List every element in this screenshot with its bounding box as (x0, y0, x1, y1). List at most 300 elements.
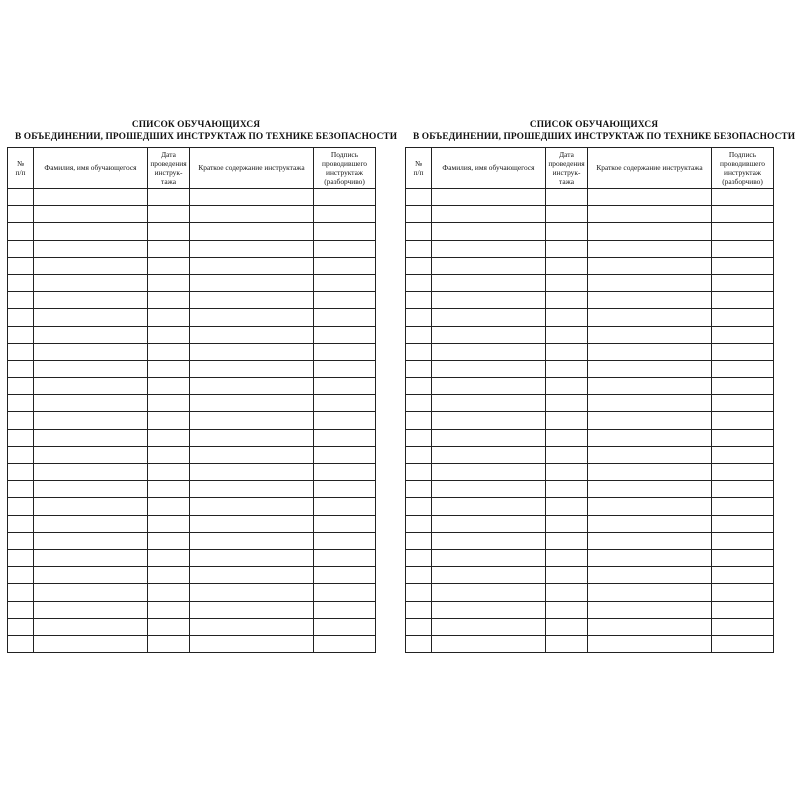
cell-name[interactable] (34, 343, 148, 360)
table-body (8, 189, 376, 653)
cell-signature[interactable] (712, 257, 774, 274)
cell-content[interactable] (190, 309, 314, 326)
instruction-table (405, 147, 774, 653)
cell-date[interactable] (148, 240, 190, 257)
cell-signature[interactable] (314, 429, 376, 446)
cell-date[interactable] (546, 240, 588, 257)
cell-name[interactable] (34, 429, 148, 446)
cell-date[interactable] (546, 446, 588, 463)
cell-content[interactable] (190, 446, 314, 463)
cell-number[interactable] (8, 549, 34, 566)
cell-date[interactable] (546, 635, 588, 652)
cell-name[interactable] (34, 549, 148, 566)
cell-number[interactable] (8, 274, 34, 291)
cell-signature[interactable] (314, 189, 376, 206)
cell-signature[interactable] (712, 206, 774, 223)
cell-signature[interactable] (314, 257, 376, 274)
cell-content[interactable] (190, 601, 314, 618)
cell-name[interactable] (432, 378, 546, 395)
cell-number[interactable] (406, 567, 432, 584)
cell-date[interactable] (546, 257, 588, 274)
cell-number[interactable] (8, 481, 34, 498)
cell-date[interactable] (546, 429, 588, 446)
cell-signature[interactable] (712, 532, 774, 549)
cell-number[interactable] (406, 412, 432, 429)
cell-number[interactable] (8, 378, 34, 395)
table-row (8, 206, 376, 223)
cell-signature[interactable] (712, 395, 774, 412)
cell-number[interactable] (406, 464, 432, 481)
cell-name[interactable] (432, 464, 546, 481)
cell-date[interactable] (148, 292, 190, 309)
cell-number[interactable] (8, 446, 34, 463)
cell-content[interactable] (190, 567, 314, 584)
cell-signature[interactable] (314, 584, 376, 601)
cell-date[interactable] (148, 412, 190, 429)
cell-name[interactable] (34, 189, 148, 206)
cell-number[interactable] (8, 498, 34, 515)
cell-number[interactable] (8, 189, 34, 206)
cell-number[interactable] (406, 240, 432, 257)
cell-name[interactable] (34, 498, 148, 515)
cell-date[interactable] (546, 206, 588, 223)
cell-content[interactable] (190, 292, 314, 309)
cell-number[interactable] (8, 326, 34, 343)
cell-signature[interactable] (712, 326, 774, 343)
cell-name[interactable] (432, 446, 546, 463)
cell-number[interactable] (406, 429, 432, 446)
cell-content[interactable] (190, 206, 314, 223)
cell-date[interactable] (148, 206, 190, 223)
cell-number[interactable] (8, 515, 34, 532)
cell-content[interactable] (190, 360, 314, 377)
header-line: инструктаж (325, 168, 363, 177)
cell-signature[interactable] (314, 567, 376, 584)
cell-content[interactable] (588, 223, 712, 240)
cell-number[interactable] (406, 206, 432, 223)
cell-signature[interactable] (712, 481, 774, 498)
cell-signature[interactable] (712, 635, 774, 652)
cell-content[interactable] (588, 189, 712, 206)
cell-number[interactable] (8, 223, 34, 240)
cell-content[interactable] (588, 326, 712, 343)
cell-date[interactable] (546, 395, 588, 412)
cell-content[interactable] (588, 429, 712, 446)
cell-number[interactable] (406, 498, 432, 515)
cell-name[interactable] (432, 274, 546, 291)
cell-date[interactable] (546, 498, 588, 515)
column-header-date (546, 148, 588, 189)
cell-name[interactable] (34, 618, 148, 635)
title-line-1: СПИСОК ОБУЧАЮЩИХСЯ (529, 120, 659, 130)
cell-name[interactable] (34, 292, 148, 309)
table-row (406, 257, 774, 274)
cell-date[interactable] (546, 360, 588, 377)
table-body (406, 189, 774, 653)
column-header-signature (712, 148, 774, 189)
cell-content[interactable] (190, 395, 314, 412)
cell-signature[interactable] (712, 498, 774, 515)
cell-name[interactable] (34, 360, 148, 377)
cell-signature[interactable] (712, 274, 774, 291)
cell-number[interactable] (8, 618, 34, 635)
cell-signature[interactable] (314, 446, 376, 463)
cell-name[interactable] (432, 343, 546, 360)
cell-date[interactable] (546, 343, 588, 360)
cell-content[interactable] (190, 343, 314, 360)
cell-signature[interactable] (712, 618, 774, 635)
cell-date[interactable] (148, 532, 190, 549)
cell-number[interactable] (8, 464, 34, 481)
cell-number[interactable] (8, 567, 34, 584)
header-line: № (414, 158, 423, 168)
cell-date[interactable] (148, 309, 190, 326)
cell-date[interactable] (546, 584, 588, 601)
cell-date[interactable] (148, 515, 190, 532)
cell-date[interactable] (148, 618, 190, 635)
cell-date[interactable] (148, 549, 190, 566)
cell-content[interactable] (190, 549, 314, 566)
cell-number[interactable] (406, 395, 432, 412)
cell-name[interactable] (34, 206, 148, 223)
cell-name[interactable] (432, 532, 546, 549)
cell-signature[interactable] (712, 343, 774, 360)
table-row (8, 584, 376, 601)
cell-number[interactable] (8, 601, 34, 618)
cell-signature[interactable] (314, 635, 376, 652)
cell-number[interactable] (406, 481, 432, 498)
cell-number[interactable] (406, 360, 432, 377)
cell-number[interactable] (8, 257, 34, 274)
table-row (406, 360, 774, 377)
cell-content[interactable] (588, 395, 712, 412)
cell-date[interactable] (148, 223, 190, 240)
cell-signature[interactable] (712, 567, 774, 584)
header-line: № (16, 158, 25, 168)
cell-date[interactable] (546, 481, 588, 498)
header-line: п/п (413, 168, 424, 177)
cell-date[interactable] (148, 498, 190, 515)
cell-date[interactable] (546, 274, 588, 291)
cell-name[interactable] (432, 360, 546, 377)
cell-name[interactable] (432, 549, 546, 566)
cell-name[interactable] (432, 584, 546, 601)
cell-number[interactable] (8, 360, 34, 377)
cell-number[interactable] (406, 618, 432, 635)
cell-date[interactable] (148, 189, 190, 206)
cell-signature[interactable] (712, 549, 774, 566)
cell-name[interactable] (432, 481, 546, 498)
cell-date[interactable] (148, 326, 190, 343)
cell-signature[interactable] (712, 292, 774, 309)
cell-signature[interactable] (314, 309, 376, 326)
cell-name[interactable] (34, 567, 148, 584)
cell-name[interactable] (432, 515, 546, 532)
cell-content[interactable] (190, 618, 314, 635)
cell-name[interactable] (34, 309, 148, 326)
cell-name[interactable] (432, 189, 546, 206)
cell-content[interactable] (588, 274, 712, 291)
cell-name[interactable] (432, 618, 546, 635)
cell-content[interactable] (190, 498, 314, 515)
cell-signature[interactable] (314, 240, 376, 257)
cell-signature[interactable] (712, 223, 774, 240)
cell-signature[interactable] (712, 360, 774, 377)
cell-signature[interactable] (314, 481, 376, 498)
cell-signature[interactable] (314, 378, 376, 395)
cell-signature[interactable] (712, 240, 774, 257)
cell-signature[interactable] (314, 326, 376, 343)
cell-content[interactable] (588, 532, 712, 549)
cell-content[interactable] (190, 326, 314, 343)
cell-name[interactable] (34, 326, 148, 343)
cell-number[interactable] (406, 378, 432, 395)
cell-content[interactable] (190, 481, 314, 498)
cell-name[interactable] (34, 378, 148, 395)
cell-number[interactable] (406, 515, 432, 532)
cell-content[interactable] (588, 343, 712, 360)
cell-date[interactable] (148, 429, 190, 446)
cell-content[interactable] (588, 257, 712, 274)
cell-name[interactable] (34, 446, 148, 463)
cell-signature[interactable] (314, 498, 376, 515)
cell-number[interactable] (8, 395, 34, 412)
cell-name[interactable] (432, 498, 546, 515)
cell-number[interactable] (8, 309, 34, 326)
cell-content[interactable] (588, 618, 712, 635)
cell-date[interactable] (148, 584, 190, 601)
table-row (8, 309, 376, 326)
cell-date[interactable] (546, 326, 588, 343)
cell-signature[interactable] (314, 464, 376, 481)
cell-signature[interactable] (314, 618, 376, 635)
cell-date[interactable] (148, 378, 190, 395)
cell-signature[interactable] (712, 464, 774, 481)
cell-date[interactable] (148, 464, 190, 481)
cell-signature[interactable] (712, 309, 774, 326)
cell-number[interactable] (406, 601, 432, 618)
cell-date[interactable] (148, 481, 190, 498)
table-row (8, 343, 376, 360)
table-row (406, 412, 774, 429)
cell-date[interactable] (546, 601, 588, 618)
cell-signature[interactable] (314, 532, 376, 549)
cell-content[interactable] (588, 601, 712, 618)
cell-content[interactable] (190, 464, 314, 481)
cell-content[interactable] (588, 412, 712, 429)
cell-number[interactable] (8, 292, 34, 309)
cell-signature[interactable] (314, 395, 376, 412)
cell-name[interactable] (432, 257, 546, 274)
cell-date[interactable] (546, 532, 588, 549)
cell-signature[interactable] (712, 189, 774, 206)
cell-number[interactable] (8, 532, 34, 549)
cell-signature[interactable] (314, 515, 376, 532)
cell-date[interactable] (148, 567, 190, 584)
cell-signature[interactable] (712, 378, 774, 395)
cell-signature[interactable] (314, 360, 376, 377)
cell-date[interactable] (148, 395, 190, 412)
cell-name[interactable] (34, 532, 148, 549)
cell-signature[interactable] (314, 206, 376, 223)
cell-content[interactable] (588, 378, 712, 395)
cell-number[interactable] (8, 343, 34, 360)
cell-name[interactable] (432, 635, 546, 652)
column-header-date (148, 148, 190, 189)
cell-content[interactable] (588, 481, 712, 498)
cell-content[interactable] (190, 584, 314, 601)
cell-content[interactable] (190, 412, 314, 429)
cell-number[interactable] (8, 584, 34, 601)
cell-signature[interactable] (712, 515, 774, 532)
cell-content[interactable] (190, 635, 314, 652)
cell-content[interactable] (588, 206, 712, 223)
cell-number[interactable] (406, 257, 432, 274)
cell-number[interactable] (406, 635, 432, 652)
cell-date[interactable] (148, 343, 190, 360)
table-row (406, 618, 774, 635)
cell-number[interactable] (406, 326, 432, 343)
cell-name[interactable] (34, 464, 148, 481)
cell-name[interactable] (432, 395, 546, 412)
cell-name[interactable] (432, 429, 546, 446)
cell-content[interactable] (588, 446, 712, 463)
cell-signature[interactable] (314, 343, 376, 360)
cell-name[interactable] (432, 240, 546, 257)
cell-content[interactable] (588, 498, 712, 515)
cell-date[interactable] (148, 360, 190, 377)
cell-date[interactable] (546, 567, 588, 584)
cell-date[interactable] (546, 292, 588, 309)
header-line: Подпись (728, 149, 757, 159)
cell-content[interactable] (190, 532, 314, 549)
cell-name[interactable] (34, 515, 148, 532)
cell-name[interactable] (34, 481, 148, 498)
cell-name[interactable] (34, 240, 148, 257)
column-header-number (8, 148, 34, 189)
cell-name[interactable] (34, 223, 148, 240)
cell-date[interactable] (148, 274, 190, 291)
cell-number[interactable] (8, 240, 34, 257)
cell-date[interactable] (546, 223, 588, 240)
cell-date[interactable] (148, 635, 190, 652)
cell-date[interactable] (148, 601, 190, 618)
cell-content[interactable] (190, 515, 314, 532)
cell-name[interactable] (432, 309, 546, 326)
cell-name[interactable] (34, 412, 148, 429)
cell-content[interactable] (588, 549, 712, 566)
cell-name[interactable] (34, 274, 148, 291)
cell-signature[interactable] (712, 584, 774, 601)
table-row (8, 292, 376, 309)
table-row (8, 618, 376, 635)
cell-signature[interactable] (314, 274, 376, 291)
cell-content[interactable] (588, 292, 712, 309)
cell-signature[interactable] (314, 223, 376, 240)
cell-number[interactable] (8, 635, 34, 652)
cell-signature[interactable] (712, 601, 774, 618)
cell-content[interactable] (588, 584, 712, 601)
cell-signature[interactable] (314, 292, 376, 309)
cell-content[interactable] (588, 567, 712, 584)
cell-signature[interactable] (314, 601, 376, 618)
cell-date[interactable] (546, 309, 588, 326)
header-line: тажа (559, 177, 574, 187)
table-row (8, 223, 376, 240)
cell-date[interactable] (148, 257, 190, 274)
cell-content[interactable] (190, 378, 314, 395)
cell-signature[interactable] (712, 446, 774, 463)
cell-number[interactable] (8, 429, 34, 446)
cell-content[interactable] (190, 257, 314, 274)
cell-content[interactable] (190, 240, 314, 257)
cell-name[interactable] (34, 584, 148, 601)
cell-date[interactable] (148, 446, 190, 463)
cell-number[interactable] (406, 292, 432, 309)
cell-name[interactable] (432, 567, 546, 584)
cell-number[interactable] (8, 206, 34, 223)
cell-signature[interactable] (314, 412, 376, 429)
cell-name[interactable] (432, 292, 546, 309)
cell-name[interactable] (432, 601, 546, 618)
cell-content[interactable] (588, 464, 712, 481)
cell-content[interactable] (588, 309, 712, 326)
cell-content[interactable] (190, 189, 314, 206)
cell-content[interactable] (588, 240, 712, 257)
table-row (406, 446, 774, 463)
cell-date[interactable] (546, 549, 588, 566)
header-line: тажа (161, 177, 176, 187)
cell-signature[interactable] (712, 429, 774, 446)
cell-date[interactable] (546, 378, 588, 395)
title-line-1: СПИСОК ОБУЧАЮЩИХСЯ (131, 120, 261, 130)
cell-content[interactable] (190, 274, 314, 291)
cell-name[interactable] (432, 223, 546, 240)
cell-number[interactable] (406, 532, 432, 549)
cell-number[interactable] (406, 446, 432, 463)
cell-date[interactable] (546, 189, 588, 206)
cell-number[interactable] (406, 343, 432, 360)
cell-number[interactable] (406, 223, 432, 240)
cell-number[interactable] (8, 412, 34, 429)
cell-signature[interactable] (712, 412, 774, 429)
cell-content[interactable] (190, 429, 314, 446)
cell-date[interactable] (546, 412, 588, 429)
cell-content[interactable] (190, 223, 314, 240)
cell-name[interactable] (34, 257, 148, 274)
header-line: Дата (161, 149, 176, 159)
cell-date[interactable] (546, 618, 588, 635)
cell-date[interactable] (546, 515, 588, 532)
cell-number[interactable] (406, 549, 432, 566)
cell-date[interactable] (546, 464, 588, 481)
cell-content[interactable] (588, 515, 712, 532)
cell-content[interactable] (588, 360, 712, 377)
cell-name[interactable] (432, 326, 546, 343)
cell-number[interactable] (406, 274, 432, 291)
cell-name[interactable] (432, 412, 546, 429)
cell-name[interactable] (34, 601, 148, 618)
cell-name[interactable] (34, 395, 148, 412)
cell-number[interactable] (406, 584, 432, 601)
cell-content[interactable] (588, 635, 712, 652)
cell-number[interactable] (406, 309, 432, 326)
cell-name[interactable] (432, 206, 546, 223)
cell-signature[interactable] (314, 549, 376, 566)
cell-number[interactable] (406, 189, 432, 206)
cell-name[interactable] (34, 635, 148, 652)
table-row (406, 429, 774, 446)
